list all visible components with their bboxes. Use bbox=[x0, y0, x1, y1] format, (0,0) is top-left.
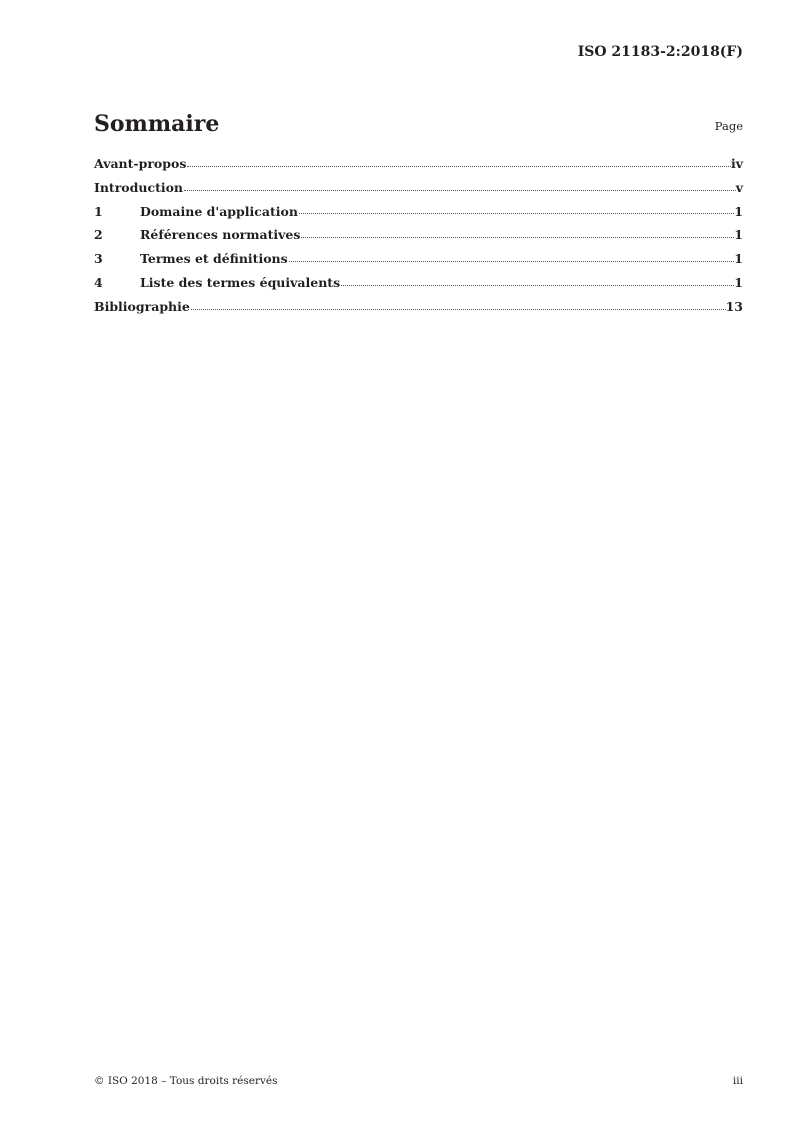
toc-entry-bibliographie[interactable] bbox=[94, 295, 743, 319]
page-column-label: Page bbox=[714, 119, 743, 133]
toc-entry-page: v bbox=[735, 179, 743, 195]
footer-page-number: iii bbox=[732, 1075, 743, 1087]
toc-entry-title: Avant-propos bbox=[94, 156, 187, 171]
toc-entry-title: Liste des termes équivalents bbox=[140, 274, 341, 290]
toc-entry-domaine-application[interactable] bbox=[94, 200, 743, 224]
toc-entry-termes-definitions[interactable] bbox=[94, 247, 743, 271]
table-of-contents bbox=[94, 152, 743, 319]
toc-entry-avant-propos[interactable] bbox=[94, 152, 743, 176]
toc-entry-liste-termes[interactable] bbox=[94, 271, 743, 295]
toc-dot-leader bbox=[341, 285, 734, 286]
toc-entry-page: 13 bbox=[725, 298, 743, 314]
toc-title: Sommaire bbox=[94, 111, 220, 137]
toc-entry-number: 4 bbox=[94, 274, 103, 290]
toc-entry-page: iv bbox=[730, 156, 743, 171]
toc-entry-title: Domaine d'application bbox=[140, 203, 298, 219]
toc-entry-page: 1 bbox=[734, 251, 743, 267]
footer-copyright: © ISO 2018 – Tous droits réservés bbox=[94, 1075, 278, 1087]
toc-dot-leader bbox=[184, 190, 736, 191]
toc-dot-leader bbox=[301, 237, 734, 238]
toc-entry-title: Termes et définitions bbox=[140, 251, 288, 267]
toc-entry-page: 1 bbox=[734, 227, 743, 243]
toc-dot-leader bbox=[299, 213, 734, 214]
toc-entry-number: 1 bbox=[94, 203, 103, 219]
toc-entry-title: Références normatives bbox=[140, 227, 301, 243]
toc-entry-number: 3 bbox=[94, 251, 103, 267]
toc-entry-title: Introduction bbox=[94, 179, 184, 195]
toc-entry-page: 1 bbox=[734, 274, 743, 290]
toc-entry-page: 1 bbox=[734, 203, 743, 219]
toc-entry-introduction[interactable] bbox=[94, 176, 743, 200]
toc-dot-leader bbox=[187, 166, 731, 167]
toc-entry-title: Bibliographie bbox=[94, 298, 190, 314]
toc-entry-number: 2 bbox=[94, 227, 103, 243]
toc-dot-leader bbox=[191, 309, 726, 310]
toc-dot-leader bbox=[289, 261, 735, 262]
toc-entry-references-normatives[interactable] bbox=[94, 223, 743, 247]
document-id: ISO 21183-2:2018(F) bbox=[577, 44, 743, 60]
